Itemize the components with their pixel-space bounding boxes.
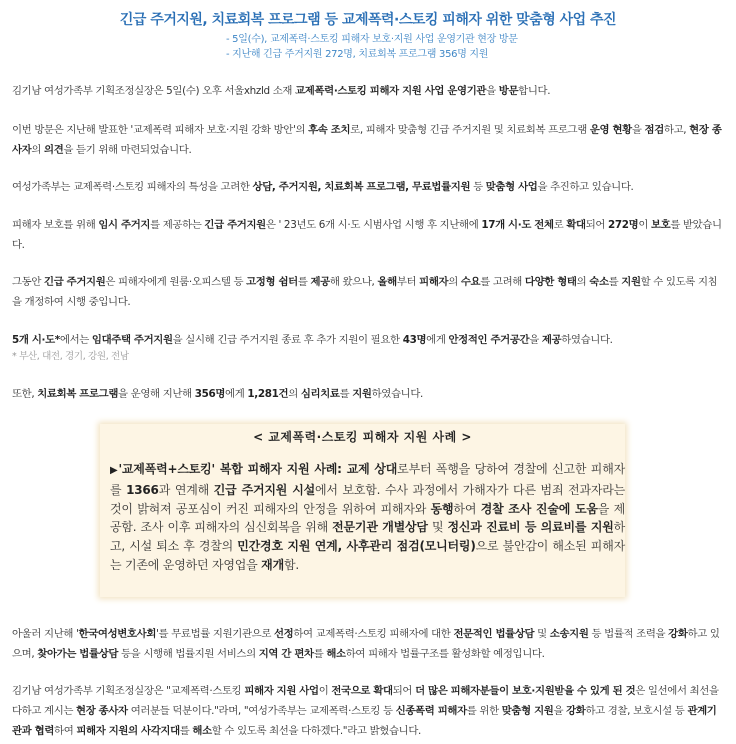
paragraph-9	[12, 681, 724, 741]
body-text: 하여	[54, 725, 77, 737]
emphasis-text: 확대	[566, 219, 586, 231]
body-text: 를 위한	[466, 705, 502, 717]
emphasis-text: 피해자 지원의 사각지대	[76, 725, 180, 737]
body-text: 은 일선에서 최선을 다하고 계시는	[12, 685, 719, 717]
body-text: 등 법률적 조력을	[588, 628, 669, 640]
body-text: 및	[534, 628, 550, 640]
body-text: 해 왔으나,	[329, 276, 378, 288]
body-text: 김기남 여성가족부 기획조정실장은 "교제폭력·스토킹	[12, 685, 245, 697]
triangle-bullet-icon: ▶	[110, 465, 119, 476]
body-text: 피해자 보호를 위해	[12, 219, 99, 231]
emphasis-text: 찾아가는 법률상담	[37, 648, 119, 660]
emphasis-text: 피해자	[419, 276, 449, 288]
body-text: 여성가족부는 교제폭력·스토킹 피해자의 특성을 고려한	[12, 181, 253, 193]
body-text: 함.	[283, 557, 299, 572]
body-text: 등	[470, 181, 486, 193]
emphasis-text: 맞춤형 사업	[485, 181, 538, 193]
body-text: 의	[288, 388, 301, 400]
emphasis-text: 관계기관과 협력	[12, 705, 717, 737]
emphasis-text: 해소	[192, 725, 212, 737]
emphasis-text: 지원	[352, 388, 372, 400]
emphasis-text: 지역 간 편차	[258, 648, 314, 660]
emphasis-text: 교제폭력·스토킹 피해자 지원 사업 운영기관	[295, 85, 487, 97]
body-text: 하고 경찰, 보호시설 등	[585, 705, 688, 717]
body-text: 를	[179, 725, 193, 737]
case-box-body	[110, 460, 625, 575]
body-text: 을	[631, 124, 645, 136]
body-text: 합니다.	[518, 85, 551, 97]
emphasis-text: 심리치료	[300, 388, 340, 400]
body-text: 를 제공하는	[150, 219, 205, 231]
emphasis-text: 고정형 쉼터	[246, 276, 298, 288]
emphasis-text: 후속 조치	[308, 124, 351, 136]
emphasis-text: 전문적인 법률상담	[453, 628, 535, 640]
emphasis-text: 더 많은 피해자분들이 보호·지원받을 수 있게 된 것	[415, 685, 636, 697]
body-text: 은 ' 23년도 6개 시·도 시범사업 시행 후 지난해에	[265, 219, 482, 231]
emphasis-text: 강화	[566, 705, 586, 717]
body-text: 의	[448, 276, 461, 288]
body-text: 하고,	[663, 124, 690, 136]
emphasis-text: 안정적인 주거공간	[448, 334, 530, 346]
emphasis-text: 신종폭력 피해자	[395, 705, 467, 717]
emphasis-text: 356명	[194, 388, 226, 400]
body-text: 에서는	[59, 334, 92, 346]
subtitle-1: - 5일(수), 교제폭력·스토킹 피해자 보호·지원 사업 운영기관 현장 방문	[226, 34, 518, 45]
emphasis-text: 해소	[326, 648, 346, 660]
body-text: 을 추진하고 있습니다.	[537, 181, 634, 193]
paragraph-8	[12, 624, 724, 664]
emphasis-text: 강화	[668, 628, 688, 640]
case-box-text	[110, 462, 625, 572]
body-text: 하고, 시설 퇴소 후 경찰의	[110, 520, 626, 554]
body-text: 를	[313, 648, 327, 660]
emphasis-text: 현장 종사자	[76, 705, 128, 717]
emphasis-text: 피해자 지원 사업	[244, 685, 319, 697]
emphasis-text: 긴급 주거지원 시설	[213, 482, 316, 497]
body-text: 및	[427, 520, 448, 535]
body-text: 를 고려해	[480, 276, 525, 288]
emphasis-text: 272명	[608, 219, 639, 231]
emphasis-text: 긴급 주거지원	[44, 276, 106, 288]
emphasis-text: 한국여성변호사회	[78, 628, 157, 640]
body-text: 로부터 폭행을 당하여 경찰에 신고한 피해자를	[110, 462, 625, 497]
emphasis-text: 맞춤형 지원	[501, 705, 554, 717]
paragraph-7	[12, 384, 724, 404]
emphasis-text: 운영 현황	[589, 124, 632, 136]
emphasis-text: 경찰 조사 진술에 도움	[480, 501, 598, 516]
body-text: 되어	[392, 685, 416, 697]
body-text: 를 받았습니다.	[12, 219, 722, 251]
emphasis-text: 민간경호 지원 연계, 사후관리 점검(모니터링)	[237, 539, 476, 554]
paragraph-1	[12, 81, 724, 101]
body-text: '를 무료법률 지원기관으로	[156, 628, 274, 640]
body-text: 하였습니다.	[371, 388, 423, 400]
emphasis-text: 43명	[402, 334, 427, 346]
emphasis-text: 다양한 형태	[524, 276, 577, 288]
emphasis-text: 상담, 주거지원, 치료회복 프로그램, 무료법률지원	[252, 181, 471, 193]
paragraph-4	[12, 215, 724, 255]
emphasis-text: 치료회복 프로그램	[37, 388, 119, 400]
emphasis-text: 임대주택 주거지원	[91, 334, 173, 346]
emphasis-text: 현장 종사자	[12, 124, 722, 156]
body-text: 여러분들 덕분이다."라며, "여성가족부는 교제폭력·스토킹 등	[127, 705, 396, 717]
emphasis-text: 5개 시·도*	[12, 334, 60, 346]
body-text: 을 실시해 긴급 주거지원 종료 후 추가 지원이 필요한	[172, 334, 403, 346]
body-text: 을 제공함. 조사 이후 피해자의 심신회복을 위해	[110, 501, 626, 535]
body-text: 의	[576, 276, 590, 288]
body-text: 할 수 있도록 지침을 개정하여 시행 중입니다.	[12, 276, 718, 308]
paragraph-3	[12, 177, 724, 197]
emphasis-text: 수요	[460, 276, 481, 288]
body-text: 되어	[585, 219, 609, 231]
emphasis-text: 1,281건	[247, 388, 289, 400]
body-text: 을	[553, 705, 567, 717]
body-text: 아울러 지난해 '	[12, 628, 79, 640]
body-text: 으로 불안감이 해소된 피해자는 기존에 운영하던 자영업을	[110, 539, 625, 572]
emphasis-text: 긴급 주거지원	[204, 219, 266, 231]
emphasis-text: 소송지원	[549, 628, 589, 640]
body-text: 에게	[225, 388, 248, 400]
emphasis-text: 점검	[644, 124, 664, 136]
emphasis-text: 동행	[430, 501, 454, 516]
body-text: 할 수 있도록 최선을 다하겠다."라고 밝혔습니다.	[211, 725, 421, 737]
emphasis-text: 제공	[310, 276, 330, 288]
paragraph-5	[12, 272, 724, 312]
body-text: 그동안	[12, 276, 45, 288]
body-text: 를	[608, 276, 622, 288]
emphasis-text: 숙소	[589, 276, 609, 288]
paragraph-2	[12, 120, 724, 160]
body-text: 이	[638, 219, 651, 231]
body-text: 를	[339, 388, 353, 400]
subtitle-2: - 지난해 긴급 주거지원 272명, 치료회복 프로그램 356명 지원	[226, 49, 489, 60]
emphasis-text: 제공	[541, 334, 562, 346]
body-text: 의	[31, 144, 45, 156]
body-text: 하고 있으며,	[12, 628, 720, 660]
paragraph-6-footnote: * 부산, 대전, 경기, 강원, 전남	[12, 351, 129, 362]
paragraph-6	[12, 330, 724, 350]
body-text: 로	[553, 219, 567, 231]
body-text: 을 운영해 지난해	[118, 388, 195, 400]
emphasis-text: 전국으로 확대	[331, 685, 393, 697]
emphasis-text: 방문	[498, 85, 519, 97]
body-text: 과 연계해	[158, 482, 214, 497]
body-text: 을	[529, 334, 542, 346]
page-title: 긴급 주거지원, 치료회복 프로그램 등 교제폭력·스토킹 피해자 위한 맞춤형 사업 추진	[119, 12, 617, 28]
body-text: 김기남 여성가족부 기획조정실장은 5일(수) 오후 서울xhzld 소재	[12, 85, 296, 97]
emphasis-text: 의견	[44, 144, 64, 156]
emphasis-text: 선정	[273, 628, 294, 640]
case-box-title: < 교제폭력·스토킹 피해자 지원 사례 >	[253, 430, 472, 444]
body-text: 하였습니다.	[561, 334, 613, 346]
body-text: 하여 피해자 법률구조를 활성화할 예정입니다.	[345, 648, 545, 660]
emphasis-text: 보호	[650, 219, 671, 231]
emphasis-text: '교제폭력+스토킹' 복합 피해자 지원 사례:	[118, 462, 347, 476]
body-text: 또한,	[12, 388, 38, 400]
body-text: 부터	[396, 276, 420, 288]
emphasis-text: 올해	[377, 276, 397, 288]
emphasis-text: 1366	[126, 482, 159, 497]
body-text: 을	[486, 85, 499, 97]
body-text: 하여	[453, 501, 481, 516]
body-text: 로, 피해자 맞춤형 긴급 주거지원 및 치료회복 프로그램	[350, 124, 590, 136]
emphasis-text: 17개 시·도 전체	[481, 219, 554, 231]
emphasis-text: 전문기관 개별상담	[332, 520, 428, 535]
emphasis-text: 임시 주거지	[98, 219, 151, 231]
body-text: 에서 보호함. 수사 과정에서 가해자가 다른 범죄 전과자라는 것이 밝혀져 공포심이 커진 피해자의 안정을 위하여 피해자와	[110, 482, 626, 516]
body-text: 하여 교제폭력·스토킹 피해자에 대한	[293, 628, 454, 640]
body-text: 등을 시행해 법률지원 서비스의	[118, 648, 259, 660]
body-text: 를	[297, 276, 311, 288]
emphasis-text: 교제 상대	[346, 462, 398, 476]
emphasis-text: 정신과 진료비 등 의료비를 지원	[447, 520, 614, 535]
case-example-box	[100, 424, 625, 597]
emphasis-text: 지원	[621, 276, 641, 288]
body-text: 은 피해자에게 원룸·오피스텔 등	[105, 276, 247, 288]
body-text: 이번 방문은 지난해 발표한 '교제폭력 피해자 보호·지원 강화 방안'의	[12, 124, 309, 136]
body-text: 이	[318, 685, 332, 697]
body-text: 에게	[426, 334, 449, 346]
emphasis-text: 재개	[261, 557, 284, 572]
body-text: 을 듣기 위해 마련되었습니다.	[63, 144, 192, 156]
